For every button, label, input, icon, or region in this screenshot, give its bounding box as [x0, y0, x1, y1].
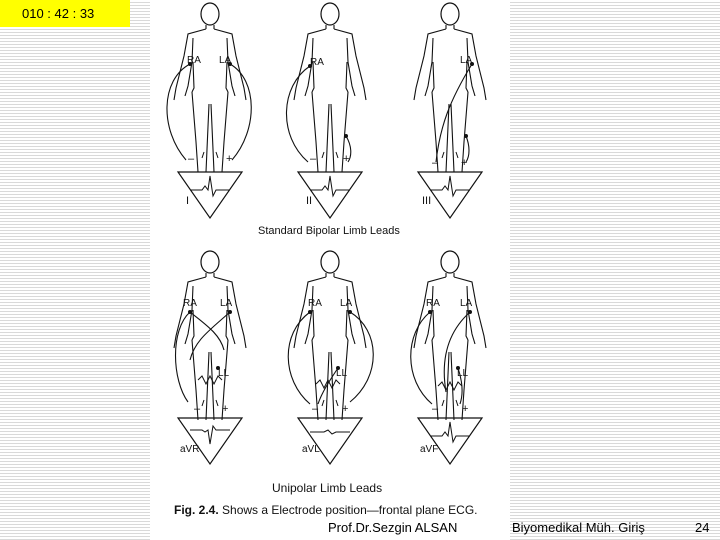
polarity-neg: – [312, 403, 319, 415]
lead-triangle [418, 418, 482, 464]
lead-label: II [306, 195, 313, 207]
footer-page-number: 24 [695, 520, 710, 535]
label-la: LA [340, 298, 353, 309]
label-la: LA [460, 55, 473, 66]
polarity-neg: – [194, 403, 201, 415]
lead-triangle [298, 418, 362, 464]
background-stripes-left [0, 0, 150, 540]
polarity-pos: + [462, 403, 469, 415]
lead-avf-diagram [411, 251, 486, 464]
figure-caption [174, 503, 478, 517]
lead-i-diagram [167, 3, 251, 218]
label-ra: RA [426, 298, 440, 309]
label-ll: LL [457, 368, 469, 379]
lead-avl-diagram [288, 251, 373, 464]
label-ra: RA [308, 298, 322, 309]
body-figure [294, 251, 366, 420]
lead-label: aVR [180, 444, 200, 455]
body-figure [174, 3, 246, 172]
label-ll: LL [218, 368, 230, 379]
label-ra: RA [183, 298, 197, 309]
polarity-neg: – [188, 153, 195, 165]
lead-label: I [186, 195, 190, 207]
polarity-neg: – [310, 153, 317, 165]
polarity-pos: + [343, 153, 350, 165]
unipolar-section-title: Unipolar Limb Leads [272, 481, 383, 495]
lead-label: III [422, 195, 432, 207]
lead-iii-diagram [414, 3, 486, 218]
lead-wire [286, 66, 350, 162]
lead-triangle [178, 418, 242, 464]
resistor-symbol [438, 382, 462, 390]
label-la: LA [220, 298, 233, 309]
lead-label: aVL [302, 444, 320, 455]
lead-label: aVF [420, 444, 439, 455]
polarity-pos: + [342, 403, 349, 415]
polarity-neg: – [432, 403, 439, 415]
label-la: LA [219, 55, 232, 66]
lead-wire [411, 312, 470, 404]
ecg-lead-diagram [150, 0, 510, 540]
background-stripes-right [510, 0, 720, 540]
polarity-pos: + [226, 153, 233, 165]
label-ll: LL [336, 368, 348, 379]
label-la: LA [460, 298, 473, 309]
lead-avr-diagram [174, 251, 246, 464]
body-figure [414, 251, 486, 420]
caption-text: Shows a Electrode position—frontal plane ECG. [218, 503, 478, 517]
polarity-pos: + [461, 157, 468, 169]
timer-badge: 010 : 42 : 33 [0, 0, 130, 27]
lead-wire [176, 312, 231, 402]
polarity-neg: – [432, 157, 439, 169]
footer-course: Biyomedikal Müh. Giriş [512, 520, 645, 535]
ecg-figure-panel [150, 0, 510, 540]
caption-label: Fig. 2.4. [174, 503, 219, 517]
body-figure [174, 251, 246, 420]
body-figure [294, 3, 366, 172]
polarity-pos: + [222, 403, 229, 415]
footer-author: Prof.Dr.Sezgin ALSAN [328, 520, 458, 535]
lead-ii-diagram [286, 3, 366, 218]
body-figure [414, 3, 486, 172]
label-ra: RA [310, 57, 324, 68]
bipolar-section-title: Standard Bipolar Limb Leads [258, 225, 400, 237]
label-ra: RA [187, 55, 201, 66]
